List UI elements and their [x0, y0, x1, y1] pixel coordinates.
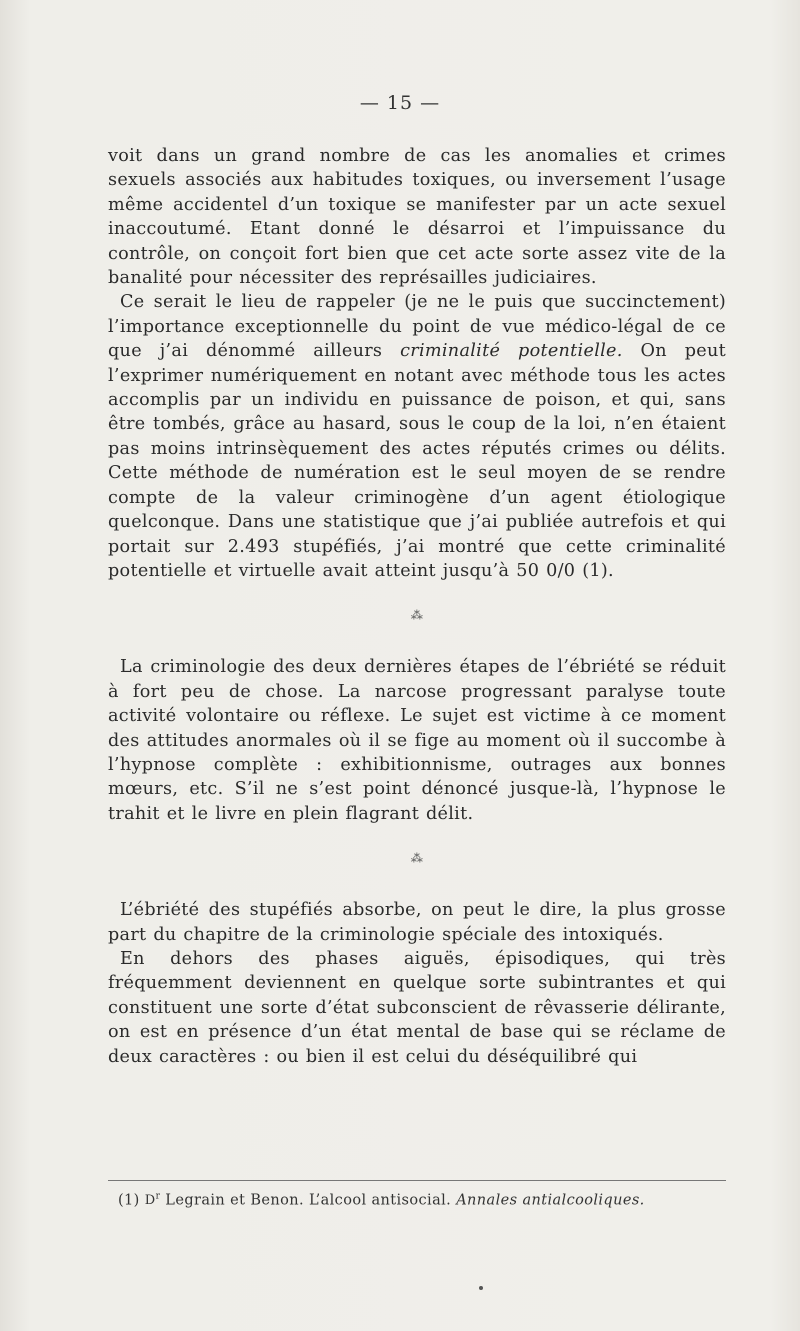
paragraph-5: En dehors des phases aiguës, épisodiques, qui très fréquemment deviennent en quelque sorte subintrantes et qui constituent une sorte d’état subconscient de rêvasserie délirante, on est en présence d’un état mental de base qui se réclame de deux caractères : ou bien il est celui du déséquilibré qui — [108, 948, 726, 1067]
paragraph-2-text-before: Ce serait le lieu de rappeler (je ne le puis que succinctement) l’importance exceptionnelle du point de vue médico-légal de ce que j’ai dénommé ailleurs — [108, 292, 726, 362]
footnote-emphasis: Annales antialcooliques. — [456, 1192, 645, 1209]
paragraph-1: voit dans un grand nombre de cas les anomalies et crimes sexuels associés aux habitudes toxiques, ou inversement l’usage même accidentel d’un toxique se manifester par un acte sexuel inaccoutumé. Etant donné le désarroi et l’impuissance du contrôle, on conçoit fort bien que cet acte sorte assez vite de la banalité pour nécessiter des représailles judiciaires. — [108, 146, 726, 289]
page-number: — 15 — — [359, 92, 441, 114]
asterism-icon: ⁂ — [410, 851, 424, 866]
footnote-author-prefix: $D^r$ — [144, 1192, 161, 1209]
paragraph-2-text-after: On peut l’exprimer numériquement en notant avec méthode tous les actes accomplis par un individu en puissance de poison, et qui, sans être tombés, grâce au hasard, sous le coup de la loi, n’en étaient pas moins intrinsèquement des actes réputés crimes ou délits. Cette méthode de numération est le seul moyen de se rendre compte de la valeur criminogène d’un agent étiologique quelconque. Dans une statistique que j’ai publiée autrefois et qui portait sur 2.493 stupéfiés, j’ai montré que cette criminalité potentielle et virtuelle avait atteint jusqu’à 50 0/0 (1). — [108, 341, 726, 581]
body-text — [108, 144, 726, 1069]
section-separator-1 — [108, 583, 726, 655]
paper-speck — [479, 1286, 483, 1290]
paragraph-4: L’ébriété des stupéfiés absorbe, on peut le dire, la plus grosse part du chapitre de la criminologie spéciale des intoxiqués. — [108, 900, 726, 945]
paragraph-3: La criminologie des deux dernières étapes de l’ébriété se réduit à fort peu de chose. La narcose progressant paralyse toute activité volontaire ou réflexe. Le sujet est victime à ce moment des attitudes anormales où il se fige au moment où il succombe à l’hypnose complète : exhibitionnisme, outrages aux bonnes mœurs, etc. S’il ne s’est point dénoncé jusque-là, l’hypnose le trahit et le livre en plein flagrant délit. — [108, 657, 726, 824]
paragraph-2 — [108, 290, 726, 583]
paragraph-2-emphasis: criminalité potentielle. — [400, 341, 623, 362]
section-separator-2 — [108, 826, 726, 898]
asterism-icon: ⁂ — [410, 608, 424, 623]
footnote-divider — [108, 1180, 726, 1181]
footnote-superscript: r — [155, 1192, 161, 1202]
footnote-text: Legrain et Benon. L’alcool antisocial. — [160, 1192, 457, 1209]
footnote — [118, 1192, 718, 1208]
footnote-marker: (1) — [118, 1192, 140, 1209]
